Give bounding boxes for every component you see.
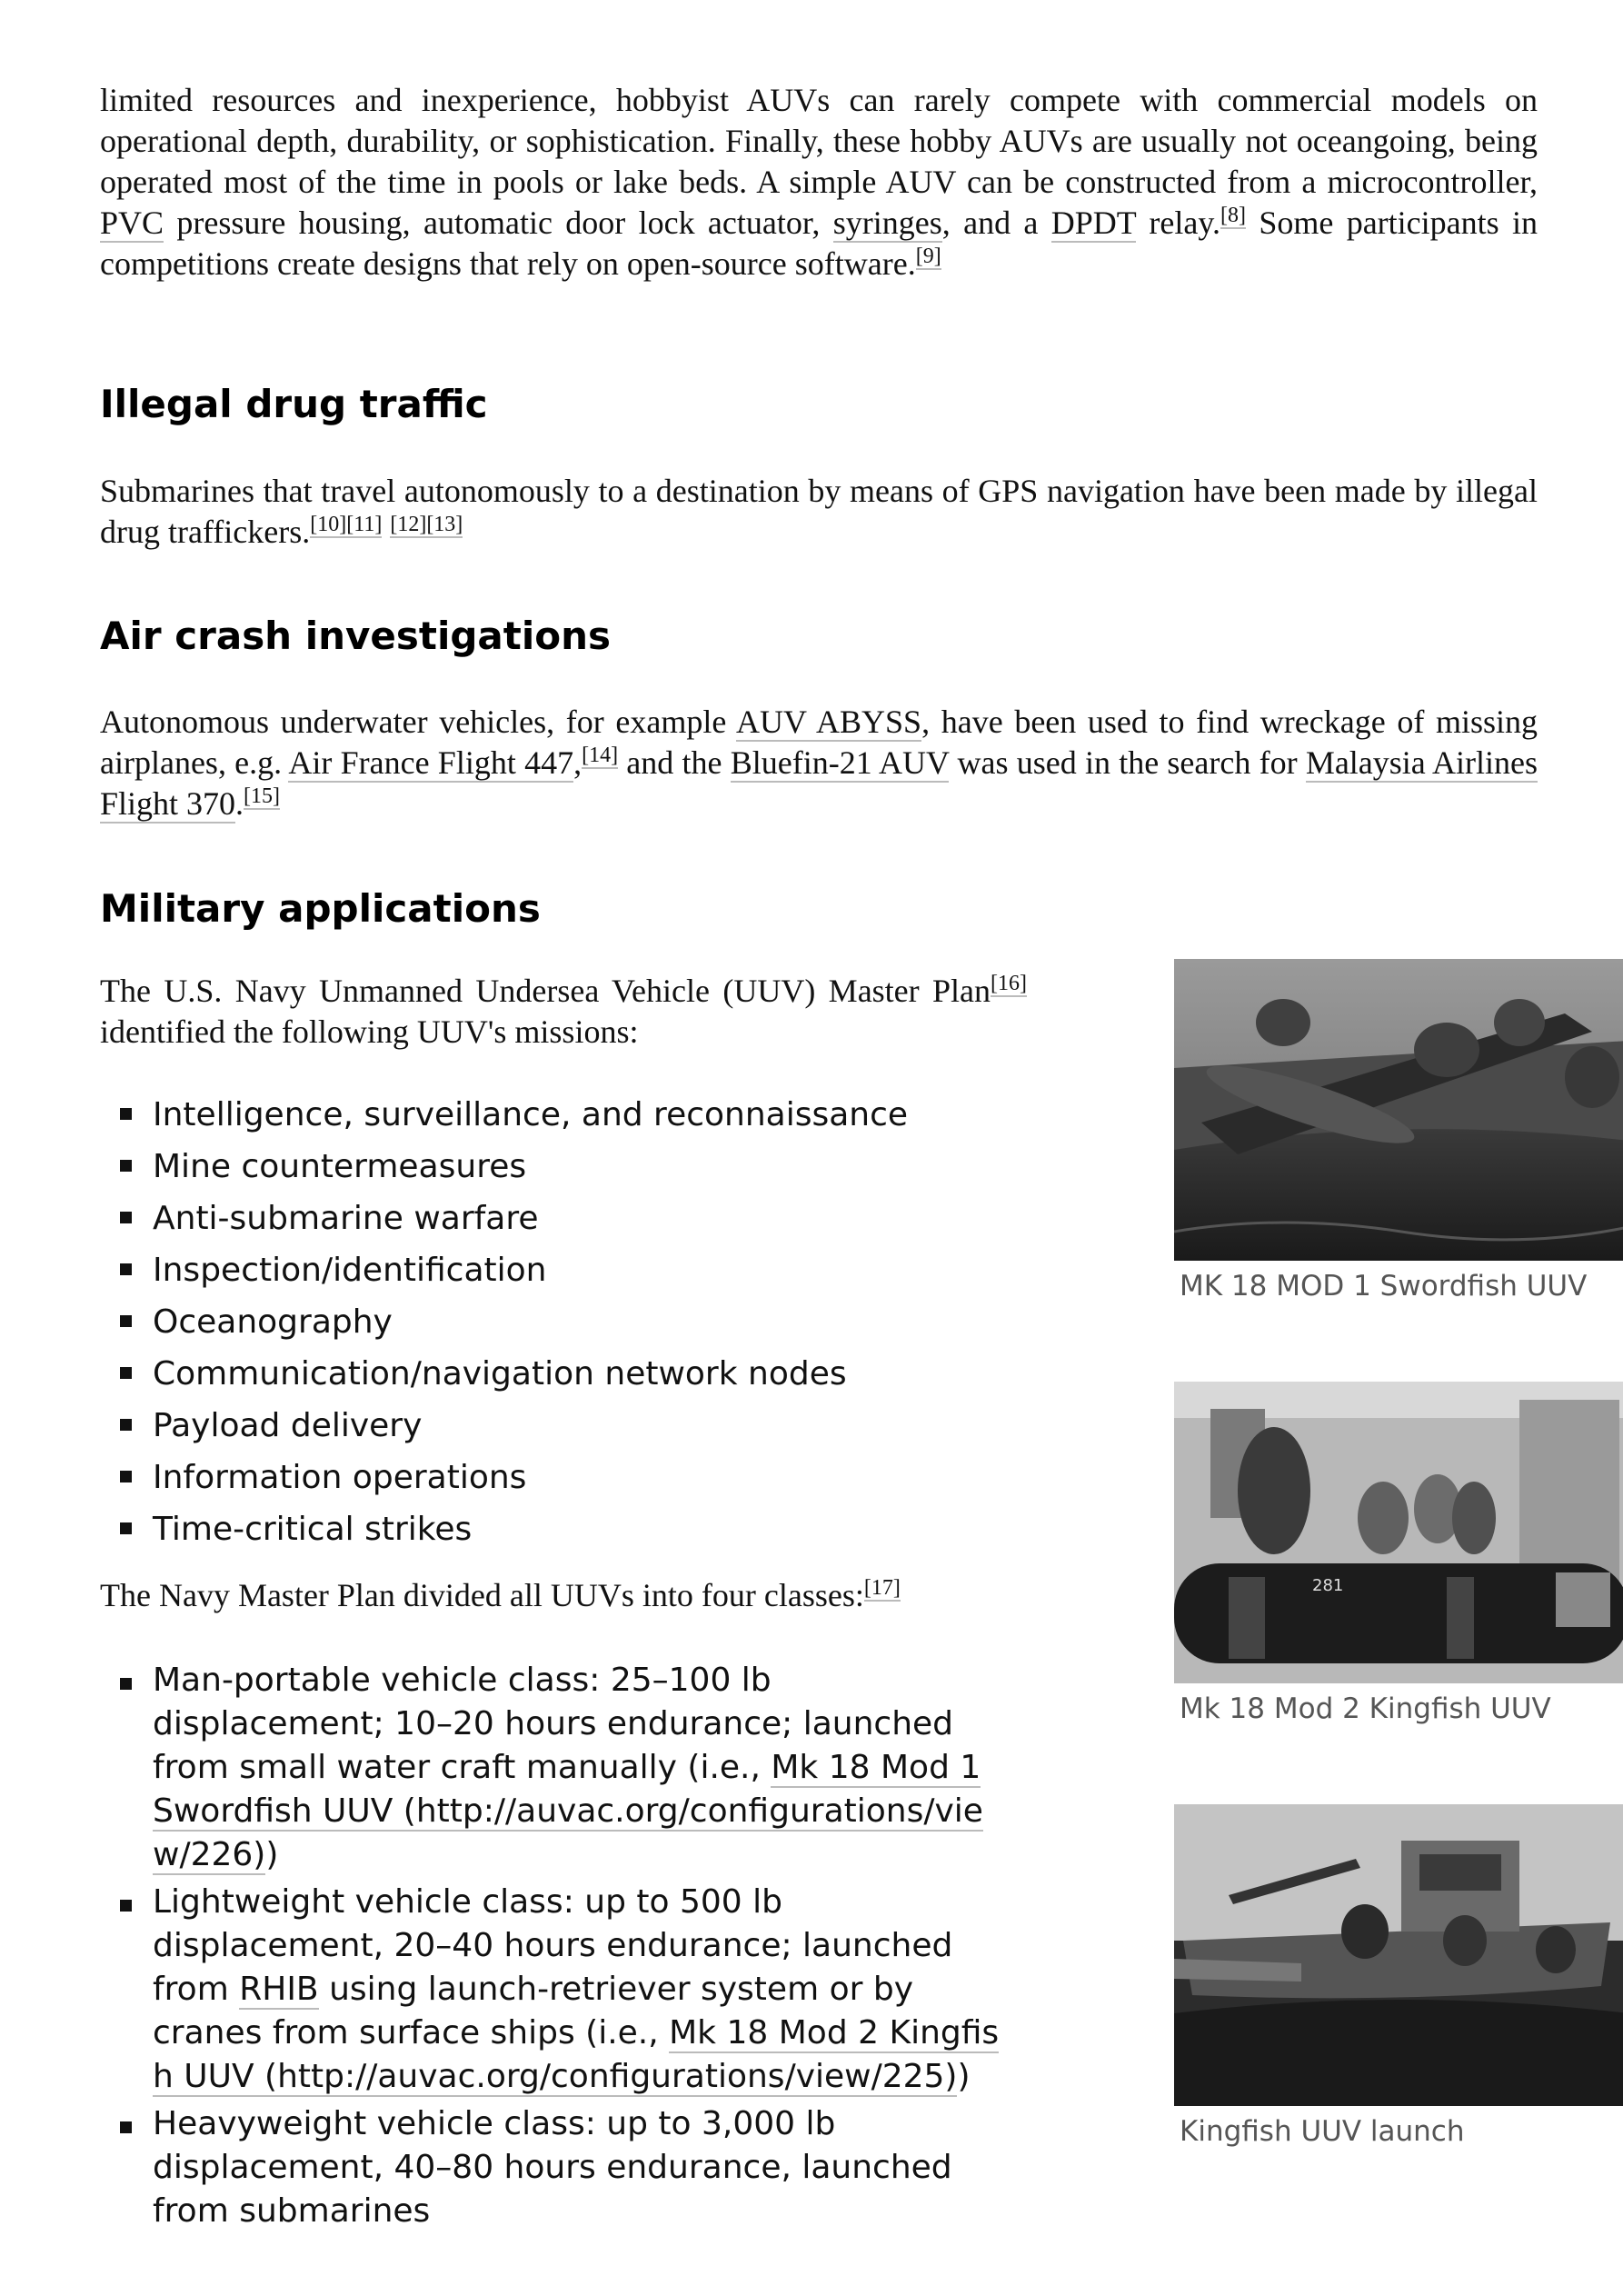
- list-item: Mine countermeasures: [100, 1141, 1036, 1193]
- figure-kingfish: [1174, 1382, 1623, 1725]
- crash-paragraph: Autonomous underwater vehicles, for example AUV ABYSS, have been used to find wreckage of missing airplanes, e.g. Air France Flight 447,[14] and the Bluefin-21 AUV was used in the search for Malaysia Airlines Flight 370.[15]: [100, 704, 1538, 822]
- photo-kingfish-uuv[interactable]: [1174, 1382, 1623, 1683]
- list-item: Intelligence, surveillance, and reconnaissance: [100, 1089, 1036, 1141]
- citation-9[interactable]: [9]: [915, 245, 941, 268]
- photo-swordfish-uuv[interactable]: [1174, 959, 1623, 1261]
- link-mk18-mod2-kingfish[interactable]: Mk 18 Mod 2 Kingfish UUV (http://auvac.org/configurations/view/225): [153, 2014, 1000, 2095]
- heading-military-applications: Military applications: [100, 886, 541, 931]
- link-dpdt[interactable]: DPDT: [1050, 205, 1137, 241]
- citation-11[interactable]: [11]: [346, 513, 383, 536]
- citation-13[interactable]: [13]: [426, 513, 463, 536]
- figure-kingfish-launch: [1174, 1804, 1623, 2148]
- missions-list: [100, 1089, 1036, 1555]
- link-pvc[interactable]: PVC: [100, 205, 164, 241]
- crash-section: [100, 702, 1538, 824]
- classes-list: [100, 1659, 1009, 2233]
- heading-illegal-drug-traffic: Illegal drug traffic: [100, 382, 488, 426]
- drug-section: [100, 471, 1538, 553]
- citation-8[interactable]: [8]: [1220, 204, 1247, 227]
- drug-paragraph: Submarines that travel autonomously to a destination by means of GPS navigation have been made by illegal drug traffickers.[10][11] [12][13]: [100, 473, 1538, 550]
- list-item: Inspection/identification: [100, 1244, 1036, 1296]
- list-item: Communication/navigation network nodes: [100, 1348, 1036, 1400]
- citation-15[interactable]: [15]: [244, 784, 281, 808]
- list-item: Heavyweight vehicle class: up to 3,000 lb displacement, 40–80 hours endurance, launched from submarines: [100, 2102, 1009, 2233]
- classes-intro: [100, 1575, 1027, 1616]
- citation-14[interactable]: [14]: [582, 744, 619, 767]
- list-item: Lightweight vehicle class: up to 500 lb displacement, 20–40 hours endurance; launched from RHIB using launch-retriever system or by cranes from surface ships (i.e., Mk 18 Mod 2 Kingfish UUV (http://auvac.org/configurations/view/225)): [100, 1881, 1009, 2099]
- list-item: Payload delivery: [100, 1400, 1036, 1452]
- figure-caption: Mk 18 Mod 2 Kingfish UUV: [1180, 1692, 1551, 1725]
- link-bluefin-21[interactable]: Bluefin-21 AUV: [730, 744, 950, 781]
- citation-17[interactable]: [17]: [863, 1576, 901, 1600]
- link-syringes[interactable]: syringes: [832, 205, 942, 241]
- link-rhib[interactable]: RHIB: [239, 1971, 319, 2008]
- citation-10[interactable]: [10]: [310, 513, 347, 536]
- intro-paragraph: limited resources and inexperience, hobbyist AUVs can rarely compete with commercial models on operational depth, durability, or sophistication. Finally, these hobby AUVs are usually not oceangoing, being operated most of the time in pools or lake beds. A simple AUV can be constructed from a microcontroller, PVC pressure housing, automatic door lock actuator, syringes, and a DPDT relay.[8] Some participants in competitions create designs that rely on open-source software.[9]: [100, 82, 1538, 282]
- kingfish-launch-photo-image: [1174, 1804, 1623, 2106]
- link-auv-abyss[interactable]: AUV ABYSS: [736, 704, 922, 740]
- classes-intro-paragraph: The Navy Master Plan divided all UUVs into four classes:[17]: [100, 1576, 901, 1613]
- military-intro: [100, 971, 1027, 1053]
- photo-kingfish-launch[interactable]: [1174, 1804, 1623, 2106]
- hull-number-label: 281: [1312, 1576, 1344, 1595]
- list-item: Time-critical strikes: [100, 1503, 1036, 1555]
- kingfish-photo-image: [1174, 1382, 1623, 1683]
- figure-swordfish: [1174, 959, 1623, 1303]
- heading-air-crash-investigations: Air crash investigations: [100, 614, 611, 658]
- military-intro-paragraph: The U.S. Navy Unmanned Undersea Vehicle (UUV) Master Plan[16] identified the following UUV's missions:: [100, 972, 1027, 1050]
- citation-16[interactable]: [16]: [991, 972, 1027, 995]
- figure-caption: MK 18 MOD 1 Swordfish UUV: [1180, 1270, 1588, 1303]
- link-mh370[interactable]: Malaysia Airlines Flight 370: [100, 744, 1538, 822]
- citation-12[interactable]: [12]: [390, 513, 427, 536]
- link-mk18-mod1-swordfish[interactable]: Mk 18 Mod 1 Swordfish UUV (http://auvac.org/configurations/view/226): [153, 1749, 983, 1873]
- figure-caption: Kingfish UUV launch: [1180, 2115, 1465, 2148]
- list-item: Anti-submarine warfare: [100, 1193, 1036, 1244]
- swordfish-photo-image: [1174, 959, 1623, 1261]
- list-item: Oceanography: [100, 1296, 1036, 1348]
- link-air-france-447[interactable]: Air France Flight 447: [288, 744, 574, 781]
- list-item: Man-portable vehicle class: 25–100 lb displacement; 10–20 hours endurance; launched from small water craft manually (i.e., Mk 18 Mod 1 Swordfish UUV (http://auvac.org/configurations/view/226)): [100, 1659, 1009, 1877]
- intro-section: [100, 80, 1538, 285]
- list-item: Information operations: [100, 1452, 1036, 1503]
